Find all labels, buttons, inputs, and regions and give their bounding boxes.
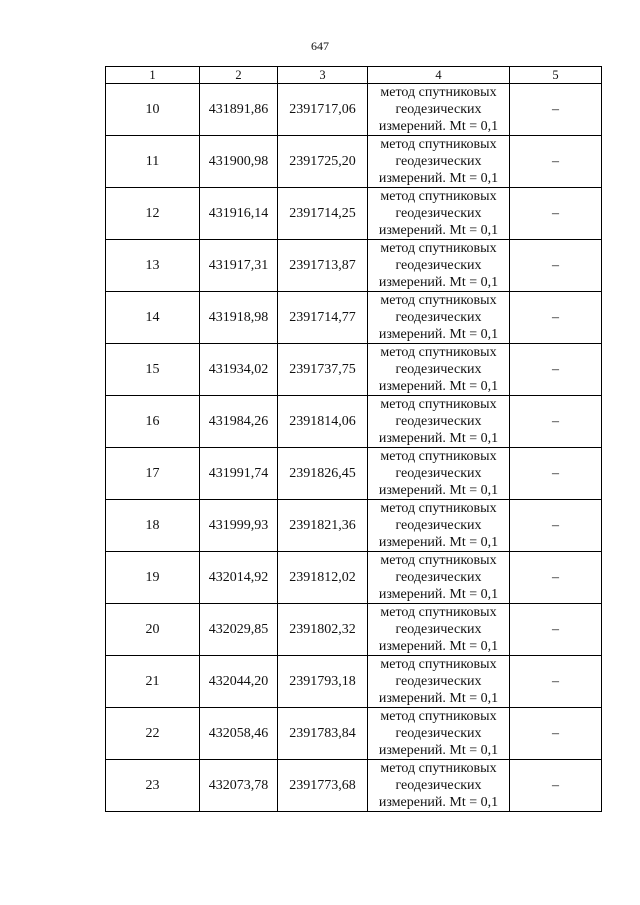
method-line: измерений. Mt = 0,1 <box>378 275 499 290</box>
point-number-cell: 15 <box>106 344 200 396</box>
note-cell: – <box>510 240 602 292</box>
table-row <box>106 708 602 760</box>
table-row <box>106 604 602 656</box>
table-row <box>106 552 602 604</box>
table-row <box>106 448 602 500</box>
method-line: измерений. Mt = 0,1 <box>378 223 499 238</box>
point-number-cell: 20 <box>106 604 200 656</box>
method-line: измерений. Mt = 0,1 <box>378 119 499 134</box>
method-line: геодезических <box>395 726 482 741</box>
method-line: измерений. Mt = 0,1 <box>378 483 499 498</box>
header-col-4: 4 <box>368 67 510 84</box>
y-coordinate-cell: 2391717,06 <box>278 84 368 136</box>
x-coordinate-cell: 431916,14 <box>200 188 278 240</box>
table-row <box>106 136 602 188</box>
method-cell <box>368 760 510 812</box>
method-line: измерений. Mt = 0,1 <box>378 535 499 550</box>
method-line: метод спутниковых <box>380 501 497 516</box>
header-col-3: 3 <box>278 67 368 84</box>
method-line: метод спутниковых <box>380 657 497 672</box>
method-line: измерений. Mt = 0,1 <box>378 743 499 758</box>
table-row <box>106 500 602 552</box>
table-header-row <box>106 67 602 84</box>
note-cell: – <box>510 604 602 656</box>
x-coordinate-cell: 431900,98 <box>200 136 278 188</box>
note-cell: – <box>510 760 602 812</box>
method-cell <box>368 500 510 552</box>
y-coordinate-cell: 2391814,06 <box>278 396 368 448</box>
x-coordinate-cell: 431934,02 <box>200 344 278 396</box>
x-coordinate-cell: 431999,93 <box>200 500 278 552</box>
method-line: метод спутниковых <box>380 293 497 308</box>
y-coordinate-cell: 2391773,68 <box>278 760 368 812</box>
method-line: измерений. Mt = 0,1 <box>378 379 499 394</box>
method-line: геодезических <box>395 674 482 689</box>
method-cell <box>368 656 510 708</box>
method-line: геодезических <box>395 570 482 585</box>
point-number-cell: 14 <box>106 292 200 344</box>
method-line: метод спутниковых <box>380 761 497 776</box>
note-cell: – <box>510 448 602 500</box>
y-coordinate-cell: 2391714,25 <box>278 188 368 240</box>
x-coordinate-cell: 431918,98 <box>200 292 278 344</box>
method-line: геодезических <box>395 414 482 429</box>
method-line: геодезических <box>395 102 482 117</box>
method-cell <box>368 552 510 604</box>
method-line: геодезических <box>395 466 482 481</box>
page-number: 647 <box>311 39 329 53</box>
table-row <box>106 188 602 240</box>
method-line: измерений. Mt = 0,1 <box>378 691 499 706</box>
method-cell <box>368 708 510 760</box>
note-cell: – <box>510 396 602 448</box>
note-cell: – <box>510 500 602 552</box>
method-line: измерений. Mt = 0,1 <box>378 639 499 654</box>
method-line: метод спутниковых <box>380 189 497 204</box>
method-line: измерений. Mt = 0,1 <box>378 431 499 446</box>
header-col-5: 5 <box>510 67 602 84</box>
note-cell: – <box>510 292 602 344</box>
point-number-cell: 13 <box>106 240 200 292</box>
x-coordinate-cell: 432029,85 <box>200 604 278 656</box>
method-line: геодезических <box>395 622 482 637</box>
table-row <box>106 760 602 812</box>
header-col-1: 1 <box>106 67 200 84</box>
table-row <box>106 292 602 344</box>
method-line: метод спутниковых <box>380 709 497 724</box>
method-line: метод спутниковых <box>380 449 497 464</box>
point-number-cell: 16 <box>106 396 200 448</box>
method-line: метод спутниковых <box>380 397 497 412</box>
method-line: геодезических <box>395 518 482 533</box>
method-line: геодезических <box>395 778 482 793</box>
table-row <box>106 656 602 708</box>
method-line: геодезических <box>395 258 482 273</box>
y-coordinate-cell: 2391714,77 <box>278 292 368 344</box>
method-cell <box>368 84 510 136</box>
method-line: геодезических <box>395 206 482 221</box>
y-coordinate-cell: 2391793,18 <box>278 656 368 708</box>
method-line: метод спутниковых <box>380 345 497 360</box>
point-number-cell: 10 <box>106 84 200 136</box>
y-coordinate-cell: 2391821,36 <box>278 500 368 552</box>
table-row <box>106 240 602 292</box>
table-row <box>106 344 602 396</box>
method-line: метод спутниковых <box>380 605 497 620</box>
method-line: измерений. Mt = 0,1 <box>378 171 499 186</box>
x-coordinate-cell: 431991,74 <box>200 448 278 500</box>
point-number-cell: 22 <box>106 708 200 760</box>
method-cell <box>368 448 510 500</box>
method-cell <box>368 292 510 344</box>
method-line: геодезических <box>395 310 482 325</box>
y-coordinate-cell: 2391725,20 <box>278 136 368 188</box>
note-cell: – <box>510 136 602 188</box>
method-cell <box>368 396 510 448</box>
x-coordinate-cell: 432044,20 <box>200 656 278 708</box>
point-number-cell: 17 <box>106 448 200 500</box>
method-cell <box>368 188 510 240</box>
note-cell: – <box>510 656 602 708</box>
method-line: метод спутниковых <box>380 137 497 152</box>
table-row <box>106 84 602 136</box>
method-line: метод спутниковых <box>380 553 497 568</box>
y-coordinate-cell: 2391737,75 <box>278 344 368 396</box>
method-line: геодезических <box>395 362 482 377</box>
method-cell <box>368 604 510 656</box>
x-coordinate-cell: 432073,78 <box>200 760 278 812</box>
x-coordinate-cell: 431891,86 <box>200 84 278 136</box>
y-coordinate-cell: 2391783,84 <box>278 708 368 760</box>
y-coordinate-cell: 2391812,02 <box>278 552 368 604</box>
method-cell <box>368 136 510 188</box>
method-line: геодезических <box>395 154 482 169</box>
table-body <box>106 84 602 812</box>
note-cell: – <box>510 344 602 396</box>
x-coordinate-cell: 431917,31 <box>200 240 278 292</box>
method-line: метод спутниковых <box>380 85 497 100</box>
point-number-cell: 23 <box>106 760 200 812</box>
note-cell: – <box>510 708 602 760</box>
coordinates-table <box>105 66 602 812</box>
y-coordinate-cell: 2391713,87 <box>278 240 368 292</box>
table-row <box>106 396 602 448</box>
method-line: измерений. Mt = 0,1 <box>378 327 499 342</box>
method-line: метод спутниковых <box>380 241 497 256</box>
x-coordinate-cell: 431984,26 <box>200 396 278 448</box>
method-cell <box>368 240 510 292</box>
x-coordinate-cell: 432058,46 <box>200 708 278 760</box>
x-coordinate-cell: 432014,92 <box>200 552 278 604</box>
point-number-cell: 19 <box>106 552 200 604</box>
note-cell: – <box>510 84 602 136</box>
y-coordinate-cell: 2391826,45 <box>278 448 368 500</box>
point-number-cell: 18 <box>106 500 200 552</box>
y-coordinate-cell: 2391802,32 <box>278 604 368 656</box>
header-col-2: 2 <box>200 67 278 84</box>
method-cell <box>368 344 510 396</box>
point-number-cell: 12 <box>106 188 200 240</box>
note-cell: – <box>510 552 602 604</box>
method-line: измерений. Mt = 0,1 <box>378 587 499 602</box>
note-cell: – <box>510 188 602 240</box>
method-line: измерений. Mt = 0,1 <box>378 795 499 810</box>
point-number-cell: 21 <box>106 656 200 708</box>
point-number-cell: 11 <box>106 136 200 188</box>
